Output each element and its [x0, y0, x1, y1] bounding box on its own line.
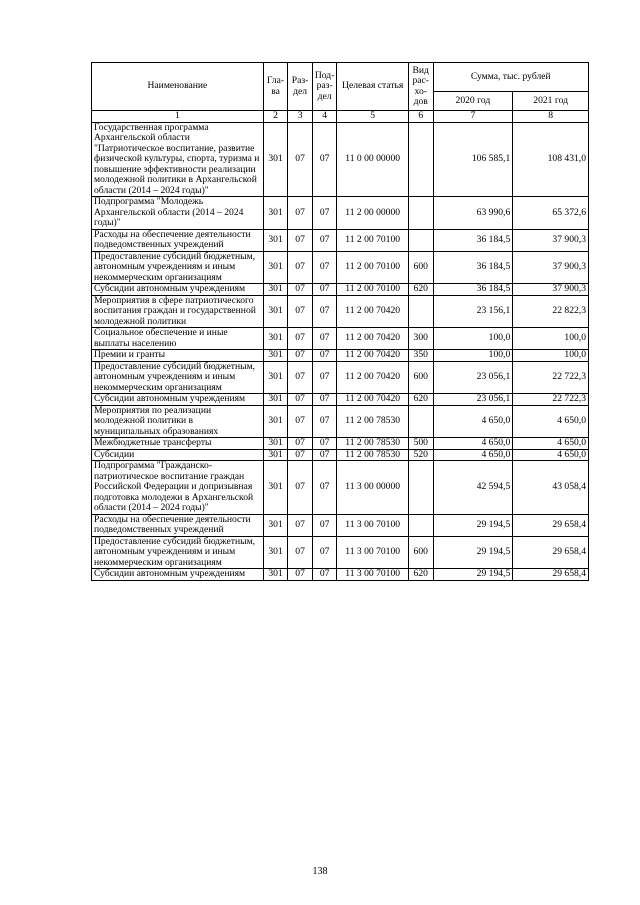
- row-glava: 301: [263, 328, 288, 350]
- row-vid: 600: [408, 361, 433, 394]
- row-razdel: 07: [288, 449, 313, 461]
- row-razdel: 07: [288, 328, 313, 350]
- row-amount-2020: 23 156,1: [433, 295, 513, 328]
- row-amount-2021: 29 658,4: [513, 514, 589, 536]
- row-target: 11 2 00 70420: [337, 394, 409, 406]
- row-glava: 301: [263, 122, 288, 197]
- table-row: [92, 394, 589, 406]
- row-name: Мероприятия по реализации молодежной политики в муниципальных образованиях: [92, 405, 264, 438]
- row-razdel: 07: [288, 461, 313, 515]
- row-podrazdel: 07: [312, 514, 337, 536]
- col-number: 3: [288, 111, 313, 123]
- row-amount-2021: 37 900,3: [513, 284, 589, 296]
- row-razdel: 07: [288, 394, 313, 406]
- table-row: [92, 569, 589, 581]
- row-vid: 600: [408, 251, 433, 284]
- table-row: [92, 361, 589, 394]
- row-name: Подпрограмма "Молодежь Архангельской области (2014 – 2024 годы)": [92, 197, 264, 230]
- row-podrazdel: 07: [312, 251, 337, 284]
- table-row: [92, 536, 589, 569]
- row-glava: 301: [263, 405, 288, 438]
- table-row: [92, 295, 589, 328]
- table-row: [92, 229, 589, 251]
- row-target: 11 2 00 78530: [337, 438, 409, 450]
- row-razdel: 07: [288, 350, 313, 362]
- row-name: Подпрограмма "Гражданско-патриотическое воспитание граждан Российской Федерации и допризывная подготовка молодежи в Архангельской области (2014 – 2024 годы)": [92, 461, 264, 515]
- row-amount-2020: 42 594,5: [433, 461, 513, 515]
- row-amount-2021: 22 722,3: [513, 361, 589, 394]
- row-vid: [408, 122, 433, 197]
- row-amount-2020: 29 194,5: [433, 536, 513, 569]
- row-vid: 620: [408, 569, 433, 581]
- col-number: 7: [433, 111, 513, 123]
- row-podrazdel: 07: [312, 449, 337, 461]
- header-podrazdel: Под-раз-дел: [312, 63, 337, 111]
- row-amount-2021: 37 900,3: [513, 251, 589, 284]
- row-vid: [408, 405, 433, 438]
- table-row: [92, 405, 589, 438]
- row-target: 11 2 00 78530: [337, 449, 409, 461]
- row-amount-2020: 100,0: [433, 350, 513, 362]
- table-row: [92, 514, 589, 536]
- row-amount-2021: 43 058,4: [513, 461, 589, 515]
- row-razdel: 07: [288, 569, 313, 581]
- row-podrazdel: 07: [312, 122, 337, 197]
- row-glava: 301: [263, 229, 288, 251]
- row-vid: 350: [408, 350, 433, 362]
- table-row: [92, 449, 589, 461]
- table-row: [92, 350, 589, 362]
- header-glava: Гла-ва: [263, 63, 288, 111]
- row-razdel: 07: [288, 251, 313, 284]
- row-amount-2021: 29 658,4: [513, 569, 589, 581]
- row-target: 11 2 00 70420: [337, 361, 409, 394]
- row-amount-2021: 108 431,0: [513, 122, 589, 197]
- row-amount-2021: 37 900,3: [513, 229, 589, 251]
- row-glava: 301: [263, 251, 288, 284]
- row-name: Субсидии автономным учреждениям: [92, 284, 264, 296]
- row-target: 11 2 00 70420: [337, 328, 409, 350]
- table-row: [92, 122, 589, 197]
- col-number: 1: [92, 111, 264, 123]
- row-amount-2020: 29 194,5: [433, 569, 513, 581]
- row-target: 11 2 00 78530: [337, 405, 409, 438]
- row-amount-2021: 4 650,0: [513, 449, 589, 461]
- row-name: Субсидии автономным учреждениям: [92, 394, 264, 406]
- row-target: 11 2 00 00000: [337, 197, 409, 230]
- row-name: Расходы на обеспечение деятельности подведомственных учреждений: [92, 514, 264, 536]
- row-amount-2020: 23 056,1: [433, 361, 513, 394]
- row-razdel: 07: [288, 514, 313, 536]
- row-glava: 301: [263, 361, 288, 394]
- row-podrazdel: 07: [312, 284, 337, 296]
- row-amount-2021: 65 372,6: [513, 197, 589, 230]
- row-amount-2020: 29 194,5: [433, 514, 513, 536]
- row-name: Предоставление субсидий бюджетным, автономным учреждениям и иным некоммерческим организациям: [92, 361, 264, 394]
- row-vid: [408, 461, 433, 515]
- row-amount-2020: 106 585,1: [433, 122, 513, 197]
- table-row: [92, 251, 589, 284]
- row-name: Социальное обеспечение и иные выплаты населению: [92, 328, 264, 350]
- header-target: Целевая статья: [337, 63, 409, 111]
- row-target: 11 2 00 70100: [337, 284, 409, 296]
- row-amount-2021: 22 822,3: [513, 295, 589, 328]
- row-name: Межбюджетные трансферты: [92, 438, 264, 450]
- col-number: 4: [312, 111, 337, 123]
- row-amount-2020: 36 184,5: [433, 229, 513, 251]
- row-podrazdel: 07: [312, 536, 337, 569]
- row-podrazdel: 07: [312, 350, 337, 362]
- row-target: 11 3 00 00000: [337, 461, 409, 515]
- row-razdel: 07: [288, 284, 313, 296]
- row-amount-2020: 36 184,5: [433, 284, 513, 296]
- row-name: Субсидии: [92, 449, 264, 461]
- row-glava: 301: [263, 569, 288, 581]
- row-glava: 301: [263, 284, 288, 296]
- row-amount-2020: 63 990,6: [433, 197, 513, 230]
- row-razdel: 07: [288, 295, 313, 328]
- row-podrazdel: 07: [312, 405, 337, 438]
- row-target: 11 3 00 70100: [337, 569, 409, 581]
- row-glava: 301: [263, 350, 288, 362]
- row-glava: 301: [263, 461, 288, 515]
- row-name: Предоставление субсидий бюджетным, автономным учреждениям и иным некоммерческим организациям: [92, 251, 264, 284]
- row-razdel: 07: [288, 405, 313, 438]
- column-number-row: [92, 111, 589, 123]
- header-vid: Вид рас-хо-дов: [408, 63, 433, 111]
- row-podrazdel: 07: [312, 295, 337, 328]
- row-razdel: 07: [288, 438, 313, 450]
- col-number: 6: [408, 111, 433, 123]
- row-glava: 301: [263, 449, 288, 461]
- row-name: Расходы на обеспечение деятельности подведомственных учреждений: [92, 229, 264, 251]
- row-target: 11 2 00 70420: [337, 350, 409, 362]
- row-target: 11 2 00 70100: [337, 251, 409, 284]
- row-glava: 301: [263, 295, 288, 328]
- row-vid: 600: [408, 536, 433, 569]
- row-razdel: 07: [288, 197, 313, 230]
- row-razdel: 07: [288, 361, 313, 394]
- page-number: 138: [312, 866, 328, 877]
- row-name: Предоставление субсидий бюджетным, автономным учреждениям и иным некоммерческим организациям: [92, 536, 264, 569]
- row-amount-2021: 100,0: [513, 328, 589, 350]
- row-podrazdel: 07: [312, 229, 337, 251]
- header-year-2021: 2021 год: [513, 92, 589, 111]
- row-amount-2021: 4 650,0: [513, 438, 589, 450]
- header-razdel: Раз-дел: [288, 63, 313, 111]
- row-vid: [408, 229, 433, 251]
- row-razdel: 07: [288, 229, 313, 251]
- header-name: Наименование: [92, 63, 264, 111]
- col-number: 2: [263, 111, 288, 123]
- row-podrazdel: 07: [312, 394, 337, 406]
- table-body: [92, 122, 589, 580]
- row-podrazdel: 07: [312, 328, 337, 350]
- row-name: Государственная программа Архангельской области "Патриотическое воспитание, развитие физической культуры, спорта, туризма и повышение эффективности реализации молодежной политики в Архангельской области (2014 – 2024 годы)": [92, 122, 264, 197]
- row-vid: [408, 295, 433, 328]
- row-amount-2020: 23 056,1: [433, 394, 513, 406]
- row-podrazdel: 07: [312, 438, 337, 450]
- row-amount-2021: 100,0: [513, 350, 589, 362]
- col-number: 8: [513, 111, 589, 123]
- row-name: Мероприятия в сфере патриотического воспитания граждан и государственной молодежной политики: [92, 295, 264, 328]
- budget-table: [91, 62, 589, 581]
- table-row: [92, 284, 589, 296]
- table-row: [92, 197, 589, 230]
- row-vid: [408, 197, 433, 230]
- row-target: 11 3 00 70100: [337, 514, 409, 536]
- row-podrazdel: 07: [312, 461, 337, 515]
- table-row: [92, 438, 589, 450]
- col-number: 5: [337, 111, 409, 123]
- row-amount-2021: 29 658,4: [513, 536, 589, 569]
- row-target: 11 3 00 70100: [337, 536, 409, 569]
- row-podrazdel: 07: [312, 197, 337, 230]
- row-target: 11 2 00 70420: [337, 295, 409, 328]
- row-amount-2021: 22 722,3: [513, 394, 589, 406]
- row-amount-2021: 4 650,0: [513, 405, 589, 438]
- row-vid: 620: [408, 284, 433, 296]
- row-vid: 520: [408, 449, 433, 461]
- row-podrazdel: 07: [312, 361, 337, 394]
- header-year-2020: 2020 год: [433, 92, 513, 111]
- row-vid: [408, 514, 433, 536]
- row-amount-2020: 4 650,0: [433, 449, 513, 461]
- header-sum: Сумма, тыс. рублей: [433, 63, 589, 92]
- row-amount-2020: 36 184,5: [433, 251, 513, 284]
- row-glava: 301: [263, 394, 288, 406]
- row-vid: 500: [408, 438, 433, 450]
- row-amount-2020: 4 650,0: [433, 438, 513, 450]
- row-amount-2020: 100,0: [433, 328, 513, 350]
- row-glava: 301: [263, 514, 288, 536]
- row-name: Субсидии автономным учреждениям: [92, 569, 264, 581]
- row-glava: 301: [263, 197, 288, 230]
- table-row: [92, 328, 589, 350]
- row-name: Премии и гранты: [92, 350, 264, 362]
- row-razdel: 07: [288, 536, 313, 569]
- row-glava: 301: [263, 438, 288, 450]
- row-target: 11 0 00 00000: [337, 122, 409, 197]
- row-amount-2020: 4 650,0: [433, 405, 513, 438]
- row-glava: 301: [263, 536, 288, 569]
- row-target: 11 2 00 70100: [337, 229, 409, 251]
- row-razdel: 07: [288, 122, 313, 197]
- row-vid: 300: [408, 328, 433, 350]
- table-row: [92, 461, 589, 515]
- row-vid: 620: [408, 394, 433, 406]
- row-podrazdel: 07: [312, 569, 337, 581]
